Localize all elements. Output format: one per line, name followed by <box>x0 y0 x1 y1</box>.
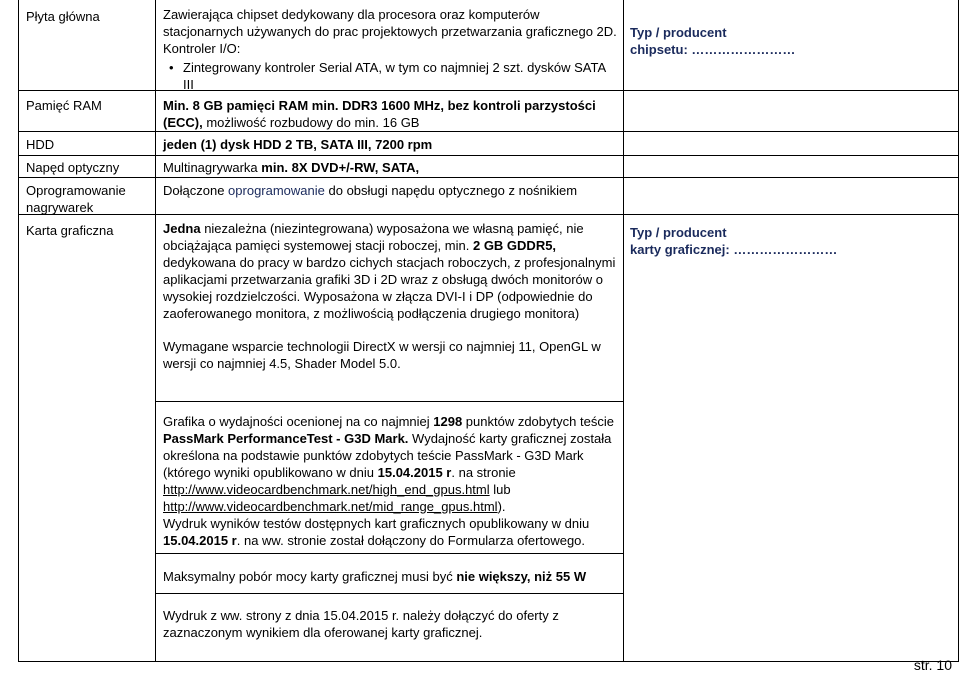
perf-h: lub <box>489 482 511 497</box>
gpu-printout-paragraph <box>163 515 618 549</box>
gpu-p1-a: Jedna <box>163 221 201 236</box>
perf-date-2: 15.04.2015 r <box>163 533 237 548</box>
page-number: str. 10 <box>913 657 952 673</box>
perf-score: 1298 <box>433 414 463 429</box>
perf-a: Grafika o wydajności ocenionej na co najmniej <box>163 414 434 429</box>
link-high-end-gpus[interactable]: http://www.videocardbenchmark.net/high_end_gpus.html <box>163 482 490 497</box>
table-border-col2 <box>623 0 624 662</box>
label-burning-software: Oprogramowanie nagrywarek <box>26 183 126 215</box>
chipset-producent-label: Typ / producent <box>630 25 727 40</box>
inner-divider <box>155 593 623 594</box>
row-divider <box>18 661 958 662</box>
gpu-producent-label: Typ / producent <box>630 225 727 240</box>
burning-software-spec <box>163 182 618 199</box>
ram-spec-bold: Min. 8 GB pamięci RAM min. DDR3 1600 MHz, bez kontroli parzystości (ECC), <box>163 98 596 130</box>
motherboard-bullet: • Zintegrowany kontroler Serial ATA, w tym co najmniej 2 szt. dysków SATA III <box>183 59 618 93</box>
gpu-producent-blank: karty graficznej: …………………… <box>630 242 838 257</box>
perf-j: Wydruk wyników testów dostępnych kart graficznych opublikowany w dniu <box>163 516 590 531</box>
gpu-paragraph-1 <box>163 220 618 322</box>
table-border-col1 <box>155 0 156 662</box>
power-a: Maksymalny pobór mocy karty graficznej musi być <box>163 569 457 584</box>
label-ram: Pamięć RAM <box>26 98 102 113</box>
label-optical-drive: Napęd optyczny <box>26 160 120 175</box>
motherboard-text: Zawierająca chipset dedykowany dla procesora oraz komputerów stacjonarnych używanych do prac projektowych przetwarzania graficznego 2D. Kontroler I/O: <box>163 7 617 56</box>
gpu-producent-field <box>630 224 950 258</box>
label-gpu: Karta graficzna <box>26 223 114 238</box>
table-border-right <box>958 0 959 662</box>
gpu-paragraph-2: Wymagane wsparcie technologii DirectX w wersji co najmniej 11, OpenGL w wersji co najmniej 4.5, Shader Model 5.0. <box>163 339 601 371</box>
row-divider <box>18 177 958 178</box>
optical-spec-normal: Multinagrywarka <box>163 160 258 175</box>
gpu-p1-c: 2 GB GDDR5, <box>469 238 557 253</box>
row-divider <box>18 131 958 132</box>
gpu-power <box>163 568 618 585</box>
label-hdd: HDD <box>26 137 55 152</box>
row-divider <box>18 155 958 156</box>
chipset-producent-field <box>630 24 950 58</box>
power-limit: nie większy, niż 55 W <box>456 569 587 584</box>
label-motherboard: Płyta główna <box>26 9 100 24</box>
gpu-p1-b: niezależna (niezintegrowana) wyposażona we własną pamięć, nie obciążająca pamięci systemowej stacji roboczej, min. <box>163 221 584 253</box>
sw-text-3: do obsługi napędu optycznego z nośnikiem <box>324 183 578 198</box>
link-mid-range-gpus[interactable]: http://www.videocardbenchmark.net/mid_range_gpus.html <box>163 499 498 514</box>
row-divider <box>18 214 958 215</box>
perf-i: ). <box>497 499 506 514</box>
motherboard-spec <box>163 6 618 93</box>
gpu-performance <box>163 413 618 549</box>
gpu-p1-d: dedykowana do pracy w bardzo cichych stacjach roboczych, z profesjonalnymi aplikacjami przetwarzania grafiki 3D i 2D wraz z obsługą dwóch monitorów o wysokiej rozdzielczości. Wyposażona w złącza DVI-I i DP (odpowiednie do zaoferowanego monitora, z możliwością podłączenia drugiego monitora) <box>163 255 616 321</box>
gpu-perf-paragraph <box>163 413 618 515</box>
sw-text-2: oprogramowanie <box>228 183 325 198</box>
gpu-printout-requirement: Wydruk z ww. strony z dnia 15.04.2015 r. należy dołączyć do oferty z zaznaczonym wynikiem dla oferowanej karty graficznej. <box>163 608 559 640</box>
perf-e: Wydajność karty graficznej została określona na podstawie punktów zdobytych teście PassMark - G3D Mark (którego wyniki opublikowano w dniu <box>163 431 612 480</box>
perf-date: 15.04.2015 r <box>377 465 452 480</box>
gpu-spec-main <box>163 220 618 372</box>
perf-test-name: PassMark PerformanceTest - G3D Mark. <box>163 431 409 446</box>
perf-c: punktów zdobytych teście <box>462 414 614 429</box>
table-border-left <box>18 0 19 662</box>
optical-spec <box>163 159 618 176</box>
chipset-producent-blank: chipsetu: …………………… <box>630 42 796 57</box>
sw-text-1: Dołączone <box>163 183 229 198</box>
ram-spec-normal: możliwość rozbudowy do min. 16 GB <box>202 115 420 130</box>
ram-spec <box>163 97 618 131</box>
hdd-spec: jeden (1) dysk HDD 2 TB, SATA III, 7200 rpm <box>163 137 433 152</box>
perf-l: . na ww. stronie został dołączony do Formularza ofertowego. <box>236 533 586 548</box>
optical-spec-bold: min. 8X DVD+/-RW, SATA, <box>257 160 420 175</box>
inner-divider <box>155 401 623 402</box>
inner-divider <box>155 553 623 554</box>
perf-g: . na stronie <box>451 465 516 480</box>
